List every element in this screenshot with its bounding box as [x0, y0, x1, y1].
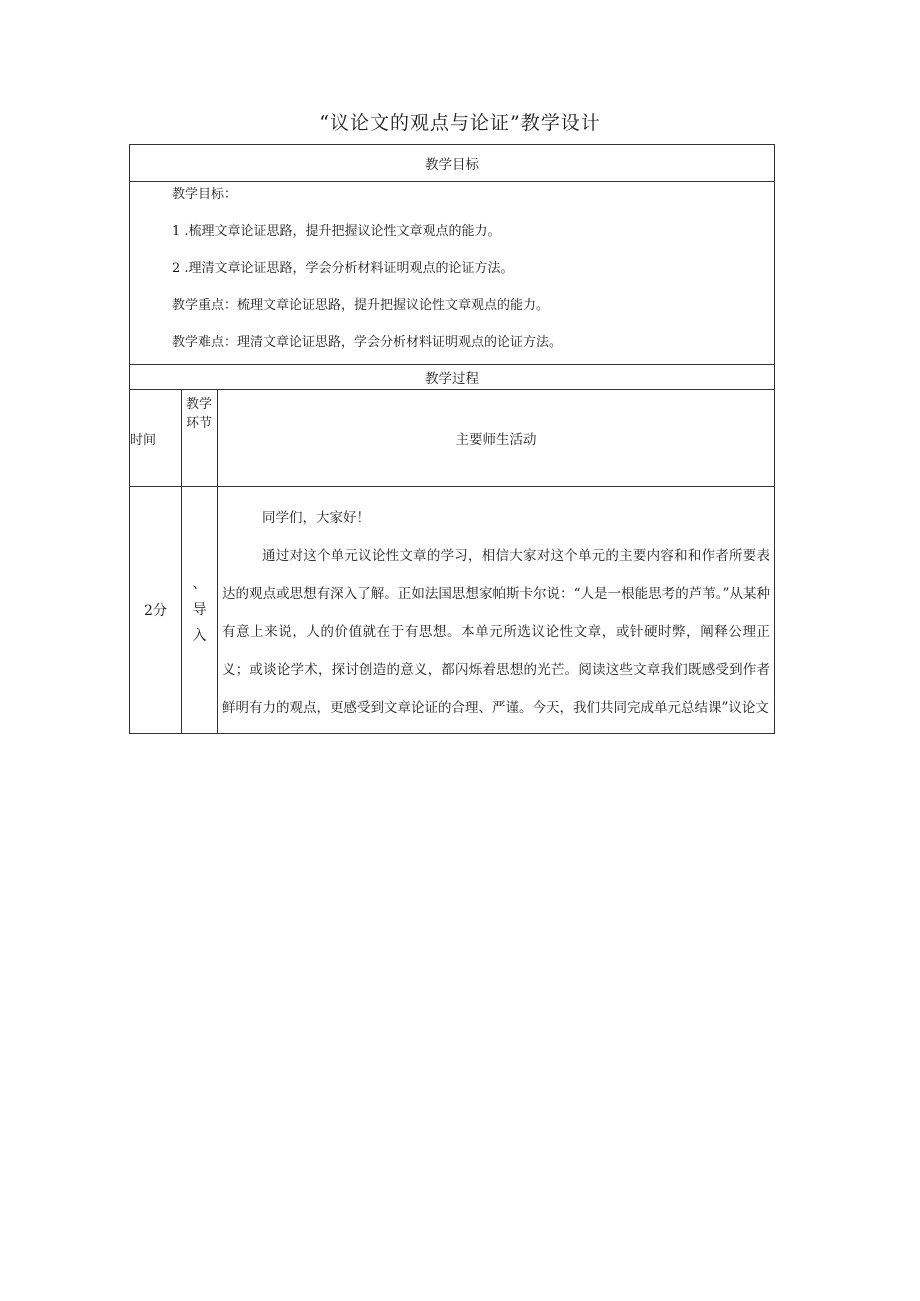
row-link-line1: 导 — [192, 602, 207, 618]
row-link-mark: 、 — [192, 576, 207, 592]
column-header-link-line1: 教学 — [186, 397, 213, 412]
document-title: “议论文的观点与论证”教学设计 — [319, 112, 601, 134]
row-link-line2: 入 — [192, 628, 207, 644]
objectives-heading: 教学目标 — [130, 145, 775, 182]
column-header-link-line2: 环节 — [186, 416, 213, 431]
column-header-activity: 主要师生活动 — [218, 390, 775, 487]
row-time: 2分 — [130, 487, 182, 734]
process-heading: 教学过程 — [130, 365, 775, 390]
objective-item-2: 2 .理清文章论证思路，学会分析材料证明观点的论证方法。 — [172, 261, 514, 276]
objectives-label: 教学目标： — [172, 187, 238, 202]
difficult-point: 教学难点：理清文章论证思路，学会分析材料证明观点的论证方法。 — [172, 335, 563, 350]
objective-item-1: 1 .梳理文章论证思路，提升把握议论性文章观点的能力。 — [172, 224, 501, 239]
objectives-cell — [130, 182, 775, 365]
lesson-plan-table — [129, 144, 775, 734]
table-row — [130, 487, 775, 734]
row-link — [182, 487, 218, 734]
column-header-time: 时间 — [130, 390, 182, 487]
key-point: 教学重点：梳理文章论证思路，提升把握议论性文章观点的能力。 — [172, 298, 550, 313]
column-header-link — [182, 390, 218, 487]
activity-paragraph: 通过对这个单元议论性文章的学习，相信大家对这个单元的主要内容和和作者所要表达的观点或思想有深入了解。正如法国思想家帕斯卡尔说：“人是一根能思考的芦苇。”从某种有意上来说，人的价值就在于有思想。本单元所选议论性文章，或针硬时弊，阐释公理正义；或谈论学术，探讨创造的意义，都闪烁着思想的光芒。阅读这些文章我们既感受到作者鲜明有力的观点，更感受到文章论证的合理、严谨。今天，我们共同完成单元总结课”议论文 — [222, 548, 771, 716]
activity-greeting: 同学们，大家好！ — [262, 510, 370, 526]
row-activity — [218, 487, 775, 734]
